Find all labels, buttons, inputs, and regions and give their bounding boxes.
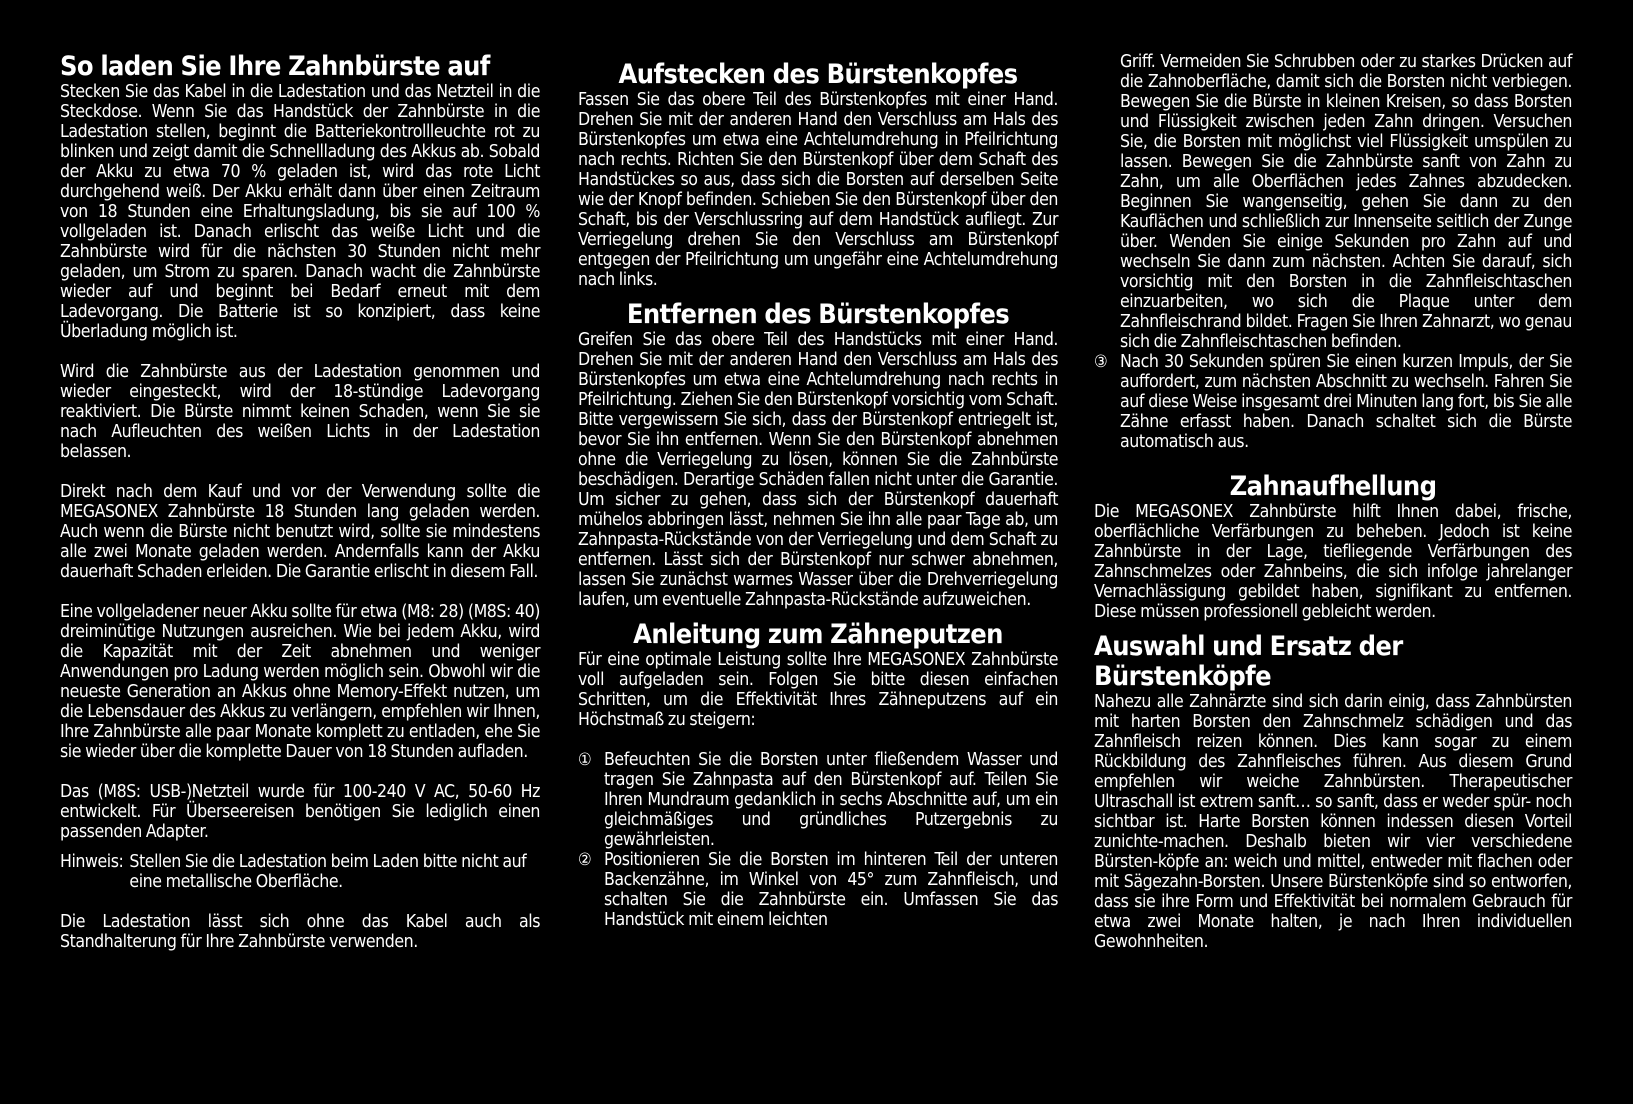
step-3-text: Nach 30 Sekunden spüren Sie einen kurzen Impuls, der Sie auffordert, zum nächsten Abschnitt zu wechseln. Fahren Sie auf diese Weise insgesamt drei Minuten lang fort, bis Sie alle Zähne erfasst haben. Danach schaltet sich die Bürste automatisch aus. xyxy=(1120,352,1572,452)
whitening-paragraph: Die MEGASONEX Zahnbürste hilft Ihnen dabei, frische, oberflächliche Verfärbungen zu beheben. Jedoch ist keine Zahnbürste in der Lage, tiefliegende Verfärbungen des Zahnschmelzes oder Zahnbeins, die sich infolge jahrelanger Vernachlässigung gebildet haben, signifikant zu entfernen. Diese müssen professionell gebleicht werden. xyxy=(1094,502,1572,622)
charging-paragraph-2: Wird die Zahnbürste aus der Ladestation genommen und wieder eingesteckt, wird der 18-stündige Ladevorgang reaktiviert. Die Bürste nimmt keinen Schaden, wenn Sie sie nach Aufleuchten des weißen Lichts in der Ladestation belassen. xyxy=(60,362,540,462)
charging-paragraph-5: Das (M8S: USB-)Netzteil wurde für 100-240 V AC, 50-60 Hz entwickelt. Für Überseereisen benötigen Sie lediglich einen passenden Adapter. xyxy=(60,782,540,842)
step-3 xyxy=(1094,352,1572,452)
step-1-number: ① xyxy=(578,750,592,770)
step-1-text: Befeuchten Sie die Borsten unter fließendem Wasser und tragen Sie Zahnpasta auf den Bürstenkopf auf. Teilen Sie Ihren Mundraum gedanklich in sechs Abschnitte auf, um ein gleichmäßiges und gründliches Putzergebnis zu gewährleisten. xyxy=(604,750,1058,850)
step-2-continued: Griff. Vermeiden Sie Schrubben oder zu starkes Drücken auf die Zahnoberfläche, damit sich die Borsten nicht verbiegen. Bewegen Sie die Bürste in kleinen Kreisen, so dass Borsten und Flüssigkeit zwischen jeden Zahn dringen. Versuchen Sie, die Borsten mit möglichst viel Flüssigkeit umspülen zu lassen. Bewegen Sie die Zahnbürste sanft von Zahn zu Zahn, um alle Oberflächen jedes Zahnes abzudecken. Beginnen Sie wangenseitig, gehen Sie dann zu den Kauflächen und schließlich zur Innenseite seitlich der Zunge über. Wenden Sie einige Sekunden pro Zahn auf und wechseln Sie dann zum nächsten. Achten Sie darauf, sich vorsichtig mit den Borsten in die Zahnfleischtaschen einzuarbeiten, wo sich die Plaque unter dem Zahnfleischrand bildet. Fragen Sie Ihren Zahnarzt, wo genau sich die Zahnfleischtaschen befinden. xyxy=(1120,52,1572,352)
charging-paragraph-1: Stecken Sie das Kabel in die Ladestation und das Netzteil in die Steckdose. Wenn Sie das Handstück der Zahnbürste in die Ladestation stellen, beginnt die Batteriekontrollleuchte rot zu blinken und zeigt damit die Schnellladung des Akkus ab. Sobald der Akku zu etwa 70 % geladen ist, wird das rote Licht durchgehend weiß. Der Akku erhält dann über einen Zeitraum von 18 Stunden eine Erhaltungsladung, bis sie auf 100 % vollgeladen ist. Danach erlischt das weiße Licht und die Zahnbürste wird für die nächsten 30 Stunden nicht mehr geladen, um Strom zu sparen. Danach wacht die Zahnbürste wieder auf und beginnt bei Bedarf erneut mit dem Ladevorgang. Die Batterie ist so konzipiert, dass keine Überladung möglich ist. xyxy=(60,82,540,342)
column-brushing-whitening xyxy=(1094,52,1572,952)
hint-note xyxy=(60,852,540,892)
step-2-text: Positionieren Sie die Borsten im hinteren Teil der unteren Backenzähne, im Winkel von 45° zum Zahnfleisch, und schalten Sie die Zahnbürste ein. Umfassen Sie das Handstück mit einem leichten xyxy=(604,850,1058,930)
charging-paragraph-6: Die Ladestation lässt sich ohne das Kabel auch als Standhalterung für Ihre Zahnbürste verwenden. xyxy=(60,912,540,952)
hint-label: Hinweis: xyxy=(60,852,124,872)
step-2 xyxy=(578,850,1058,930)
selection-paragraph: Nahezu alle Zahnärzte sind sich darin einig, dass Zahnbürsten mit harten Borsten den Zahnschmelz schädigen und das Zahnfleisch reizen können. Dies kann sogar zu einem Rückbildung des Zahnfleisches führen. Aus diesem Grund empfehlen wir weiche Zahnbürsten. Therapeutischer Ultraschall ist extrem sanft… so sanft, dass er weder spür- noch sichtbar ist. Harte Borsten können indessen diesen Vorteil zunichte-machen. Deshalb bieten wir vier verschiedene Bürsten-köpfe an: weich und mittel, entweder mit flachen oder mit Sägezahn-Borsten. Unsere Bürstenköpfe sind so entworfen, dass sie ihre Form und Effektivität bei normalem Gebrauch für etwa zwei Monate halten, je nach Ihren individuellen Gewohnheiten. xyxy=(1094,692,1572,952)
heading-whitening: Zahnaufhellung xyxy=(1229,471,1437,502)
charging-paragraph-3: Direkt nach dem Kauf und vor der Verwendung sollte die MEGASONEX Zahnbürste 18 Stunden lang geladen werden. Auch wenn die Bürste nicht benutzt wird, sollte sie mindestens alle zwei Monate geladen werden. Andernfalls kann der Akku dauerhaft Schaden erleiden. Die Garantie erlischt in diesem Fall. xyxy=(60,482,540,582)
remove-paragraph: Greifen Sie das obere Teil des Handstücks mit einer Hand. Drehen Sie mit der anderen Hand den Verschluss am Hals des Bürstenkopfes um etwa eine Achtelumdrehung nach rechts in Pfeilrichtung. Ziehen Sie den Bürstenkopf vorsichtig vom Schaft. Bitte vergewissern Sie sich, dass der Bürstenkopf entriegelt ist, bevor Sie ihn entfernen. Wenn Sie den Bürstenkopf abnehmen ohne die Verriegelung zu lösen, können Sie die Zahnbürste beschädigen. Derartige Schäden fallen nicht unter die Garantie. Um sicher zu gehen, dass sich der Bürstenkopf dauerhaft mühelos abbringen lässt, nehmen Sie ihn alle paar Tage ab, um Zahnpasta-Rückstände von der Verriegelung und dem Schaft zu entfernen. Lässt sich der Bürstenkopf nur schwer abnehmen, lassen Sie zunächst warmes Wasser über die Drehverriegelung laufen, um eventuelle Zahnpasta-Rückstände aufzuweichen. xyxy=(578,330,1058,610)
charging-paragraph-4: Eine vollgeladener neuer Akku sollte für etwa (M8: 28) (M8S: 40) dreiminütige Nutzungen ausreichen. Wie bei jedem Akku, wird die Kapazität mit der Zeit abnehmen und weniger Anwendungen pro Ladung werden möglich sein. Obwohl wir die neueste Generation an Akkus ohne Memory-Effekt nutzen, um die Lebensdauer des Akkus zu verlängern, empfehlen wir Ihnen, Ihre Zahnbürste alle paar Monate komplett zu entladen, ehe Sie sie wieder über die komplette Dauer von 18 Stunden aufladen. xyxy=(60,602,540,762)
heading-brushing-guide: Anleitung zum Zähneputzen xyxy=(633,619,1003,650)
attach-paragraph: Fassen Sie das obere Teil des Bürstenkopfes mit einer Hand. Drehen Sie mit der anderen Hand den Verschluss am Hals des Bürstenkopfes um etwa eine Achtelumdrehung in Pfeilrichtung nach rechts. Richten Sie den Bürstenkopf über dem Schaft des Handstückes so aus, dass sich die Borsten auf derselben Seite wie der Knopf befinden. Schieben Sie den Bürstenkopf über den Schaft, bis der Verschlussring auf dem Handstück aufliegt. Zur Verriegelung drehen Sie den Verschluss am Bürstenkopf entgegen der Pfeilrichtung um ungefähr eine Achtelumdrehung nach links. xyxy=(578,90,1058,290)
heading-brush-head-selection: Auswahl und Ersatz der Bürstenköpfe xyxy=(1094,631,1403,692)
heading-remove-brush-head: Entfernen des Bürstenkopfes xyxy=(626,299,1010,330)
step-2-number: ② xyxy=(578,850,592,870)
heading-attach-brush-head: Aufstecken des Bürstenkopfes xyxy=(618,59,1018,90)
column-charging xyxy=(60,52,540,952)
hint-text: Stellen Sie die Ladestation beim Laden bitte nicht auf eine metallische Oberfläche. xyxy=(129,852,527,892)
column-brush-head xyxy=(578,60,1058,930)
heading-charging: So laden Sie Ihre Zahnbürste auf xyxy=(60,51,490,82)
brushing-intro: Für eine optimale Leistung sollte Ihre MEGASONEX Zahnbürste voll aufgeladen sein. Folgen Sie bitte diesen einfachen Schritten, um die Effektivität Ihres Zähneputzens auf ein Höchstmaß zu steigern: xyxy=(578,650,1058,730)
step-1 xyxy=(578,750,1058,850)
step-3-number: ③ xyxy=(1094,352,1108,372)
